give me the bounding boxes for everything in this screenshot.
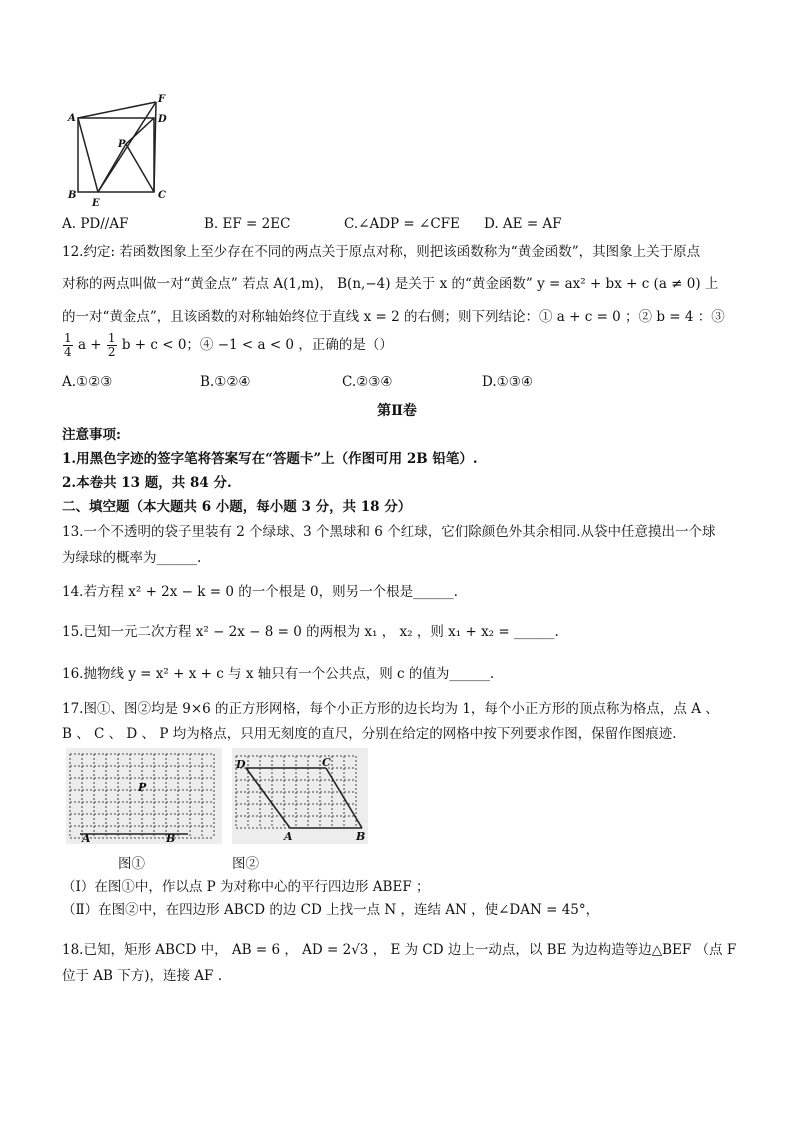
q18-line1: 18.已知，矩形 ABCD 中， AB = 6 ， AD = 2√3 ， E 为 CD 边上一动点，以 BE 为边构造等边△BEF （点 F [62,942,737,958]
q12-line1: 12.约定: 若函数图象上至少存在不同的两点关于原点对称，则把该函数称为“黄金函数”，其图象上关于原点 [62,244,701,260]
label-b: B [166,832,176,844]
q13-line1: 13.一个不透明的袋子里装有 2 个绿球、3 个黑球和 6 个红球，它们除颜色外其余相同.从袋中任意摸出一个球 [62,524,716,540]
label-p: P [138,781,147,794]
q12-option-c: C.②③④ [342,374,393,390]
q12-line2: 对称的两点叫做一对“黄金点” 若点 A(1,m)， B(n,−4) 是关于 x 的“黄金函数” y = ax² + bx + c (a ≠ 0) 上 [62,276,719,292]
caption-figure-2: 图② [232,856,259,872]
caption-figure-1: 图① [118,856,145,872]
q11-figure [64,92,174,208]
q11-option-d: D. AE = AF [484,216,562,232]
q17-part2: （Ⅱ）在图②中，在四边形 ABCD 的边 CD 上找一点 N ，连结 AN ，使∠DAN = 45°， [62,902,600,918]
label-d: D [158,114,167,125]
q13-line2: 为绿球的概率为______. [62,550,202,566]
q12-line4: $\frac{1}{4}$ a + $\frac{1}{2}$ b + c < 0；④ −1 < a < 0 ，正确的是（） [64,331,393,359]
q17-part1: （Ⅰ）在图①中，作以点 P 为对称中心的平行四边形 ABEF ； [62,879,430,895]
q18-line2: 位于 AB 下方)，连接 AF . [62,968,223,984]
note-1: 1.用黑色字迹的签字笔将答案写在“答题卡”上（作图可用 2B 铅笔）. [62,451,478,467]
segment-pd [126,118,154,144]
label-a: A [284,830,293,843]
segment-ef [98,102,156,192]
q12-option-b: B.①②④ [200,374,251,390]
part-2-heading: 二、填空题（本大题共 6 小题，每小题 3 分，共 18 分） [62,499,412,515]
label-d: D [236,758,246,771]
section-title: 第Ⅱ卷 [377,403,417,419]
label-c: C [158,190,166,201]
q17-grid-figure-2 [232,748,368,844]
q12-line3: 的一对“黄金点”，且该函数的对称轴始终位于直线 x = 2 的右侧；则下列结论：① a + c = 0 ；② b = 4 ：③ [62,309,725,325]
label-b: B [68,190,77,201]
segment-af [78,102,156,118]
q14: 14.若方程 x² + 2x − k = 0 的一个根是 0，则另一个根是______. [62,584,458,600]
label-b: B [356,830,366,843]
q11-option-c: C.∠ADP = ∠CFE [344,216,460,232]
label-a: A [82,832,91,844]
q17-grid-figure-1 [66,748,222,844]
q15: 15.已知一元二次方程 x² − 2x − 8 = 0 的两根为 x₁ ， x₂ ，则 x₁ + x₂ = ______. [62,624,559,640]
label-f: F [158,94,166,105]
q12-option-d: D.①③④ [482,374,533,390]
segment-ae [78,118,98,192]
segment-fc [154,102,156,192]
label-e: E [92,198,100,208]
q17-line1: 17.图①、图②均是 9×6 的正方形网格，每个小正方形的边长均为 1，每个小正方形的顶点称为格点，点 A 、 [62,701,719,717]
q11-option-b: B. EF = 2EC [204,216,291,232]
label-p: P [118,139,126,150]
q11-option-a: A. PD//AF [62,216,129,232]
segment-pc [126,144,154,192]
fraction-one-quarter: $\frac{1}{4}$ [64,331,72,359]
q17-line2: B 、 C 、 D 、 P 均为格点，只用无刻度的直尺，分别在给定的网格中按下列要求作图，保留作图痕迹. [62,726,677,742]
label-c: C [322,756,331,769]
q16: 16.抛物线 y = x² + x + c 与 x 轴只有一个公共点，则 c 的值为______. [62,666,495,682]
note-2: 2.本卷共 13 题，共 84 分. [62,475,232,491]
fraction-one-half: $\frac{1}{2}$ [107,331,116,359]
label-a: A [68,113,76,124]
notes-title: 注意事项: [62,427,121,443]
q12-option-a: A.①②③ [62,374,113,390]
